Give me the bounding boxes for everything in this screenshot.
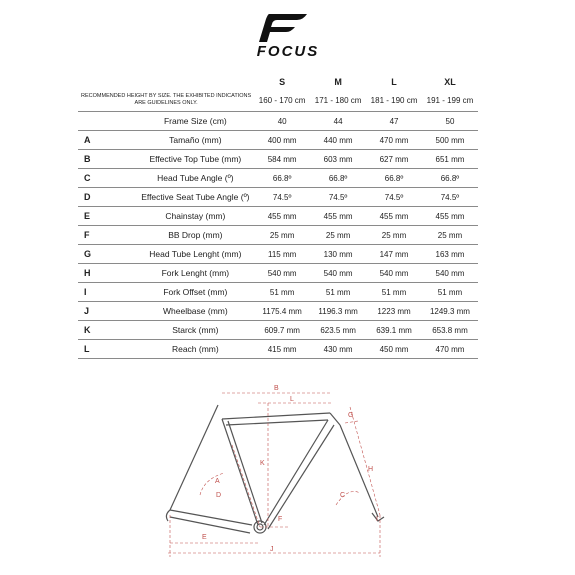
- row-key: J: [78, 302, 137, 321]
- row-value: 1196.3 mm: [310, 302, 366, 321]
- table-row: [78, 245, 478, 264]
- size-header-row: [78, 75, 478, 89]
- row-value: 1175.4 mm: [254, 302, 310, 321]
- dim-label-e: E: [202, 534, 207, 541]
- row-value: 115 mm: [254, 245, 310, 264]
- chain-stay: [170, 510, 252, 525]
- focus-f-logo-icon: [233, 10, 343, 58]
- size-header-s: S: [279, 77, 286, 87]
- row-key: D: [78, 188, 137, 207]
- row-value: 400 mm: [254, 131, 310, 150]
- row-value: 470 mm: [422, 340, 478, 359]
- dim-label-j: J: [270, 546, 274, 553]
- row-key: L: [78, 340, 137, 359]
- table-row: [78, 150, 478, 169]
- row-value: 603 mm: [310, 150, 366, 169]
- row-value: 66.8º: [310, 169, 366, 188]
- row-key: H: [78, 264, 137, 283]
- chain-stay-lower: [170, 517, 250, 533]
- dim-label-b: B: [274, 385, 279, 392]
- header-blank: [78, 75, 137, 89]
- dim-label-c: C: [340, 492, 346, 499]
- dim-label-g: G: [348, 412, 354, 419]
- row-value: 440 mm: [310, 131, 366, 150]
- row-value: 74.5º: [366, 188, 422, 207]
- table-row: [78, 321, 478, 340]
- row-value: 540 mm: [422, 264, 478, 283]
- dim-label-i: I: [376, 516, 378, 523]
- row-label: Effective Top Tube (mm): [137, 150, 255, 169]
- dim-label-f: F: [278, 516, 283, 523]
- row-value: 66.8º: [422, 169, 478, 188]
- size-header-xl: XL: [444, 77, 456, 87]
- row-value: 455 mm: [310, 207, 366, 226]
- row-value: 74.5º: [310, 188, 366, 207]
- row-value: 51 mm: [310, 283, 366, 302]
- row-value: 430 mm: [310, 340, 366, 359]
- geometry-table: [78, 75, 478, 359]
- row-value: 500 mm: [422, 131, 478, 150]
- row-value: 540 mm: [366, 264, 422, 283]
- size-header-m: M: [334, 77, 342, 87]
- table-row: [78, 302, 478, 321]
- down-tube-inner: [268, 425, 334, 529]
- row-key: A: [78, 131, 137, 150]
- table-row: [78, 340, 478, 359]
- row-value: 455 mm: [254, 207, 310, 226]
- row-value: 74.5º: [254, 188, 310, 207]
- row-value: 130 mm: [310, 245, 366, 264]
- row-key: C: [78, 169, 137, 188]
- row-key: I: [78, 283, 137, 302]
- row-label: Reach (mm): [137, 340, 255, 359]
- row-value: 1223 mm: [366, 302, 422, 321]
- header-blank: [137, 75, 255, 89]
- dim-label-a: A: [215, 478, 220, 485]
- row-value: 623.5 mm: [310, 321, 366, 340]
- dim-label-h: H: [368, 466, 374, 473]
- size-header-l: L: [391, 77, 397, 87]
- row-key: [78, 112, 137, 131]
- row-label: Fork Lenght (mm): [137, 264, 255, 283]
- row-value: 651 mm: [422, 150, 478, 169]
- top-tube: [222, 413, 330, 419]
- seat-tube: [222, 419, 258, 525]
- row-key: G: [78, 245, 137, 264]
- row-value: 50: [422, 112, 478, 131]
- row-value: 25 mm: [310, 226, 366, 245]
- row-value: 66.8º: [254, 169, 310, 188]
- row-value: 74.5º: [422, 188, 478, 207]
- row-value: 163 mm: [422, 245, 478, 264]
- row-value: 66.8º: [366, 169, 422, 188]
- row-key: K: [78, 321, 137, 340]
- row-label: Head Tube Angle (º): [137, 169, 255, 188]
- down-tube: [264, 420, 328, 525]
- row-label: Frame Size (cm): [137, 112, 255, 131]
- top-tube-inner: [226, 420, 328, 425]
- row-value: 1249.3 mm: [422, 302, 478, 321]
- table-row: [78, 169, 478, 188]
- row-value: 639.1 mm: [366, 321, 422, 340]
- table-row: [78, 283, 478, 302]
- row-value: 653.8 mm: [422, 321, 478, 340]
- row-value: 540 mm: [310, 264, 366, 283]
- row-value: 44: [310, 112, 366, 131]
- row-value: 51 mm: [366, 283, 422, 302]
- table-row: [78, 207, 478, 226]
- dim-label-k: K: [260, 460, 265, 467]
- row-label: Tamaño (mm): [137, 131, 255, 150]
- row-key: B: [78, 150, 137, 169]
- row-value: 40: [254, 112, 310, 131]
- dim-label-d: D: [216, 492, 222, 499]
- row-value: 415 mm: [254, 340, 310, 359]
- seat-tube-inner: [228, 421, 262, 523]
- row-value: 51 mm: [422, 283, 478, 302]
- table-row: [78, 131, 478, 150]
- row-value: 455 mm: [422, 207, 478, 226]
- seat-stay: [170, 405, 218, 510]
- head-tube: [330, 413, 340, 425]
- row-value: 25 mm: [366, 226, 422, 245]
- row-value: 147 mm: [366, 245, 422, 264]
- height-range-cell: 160 - 170 cm: [254, 89, 310, 112]
- row-value: 51 mm: [254, 283, 310, 302]
- row-value: 25 mm: [422, 226, 478, 245]
- brand-wordmark: FOCUS: [256, 43, 319, 58]
- row-label: BB Drop (mm): [137, 226, 255, 245]
- row-value: 584 mm: [254, 150, 310, 169]
- row-value: 540 mm: [254, 264, 310, 283]
- row-value: 450 mm: [366, 340, 422, 359]
- row-label: Starck (mm): [137, 321, 255, 340]
- table-row: [78, 112, 478, 131]
- row-value: 627 mm: [366, 150, 422, 169]
- row-label: Effective Seat Tube Angle (º): [137, 188, 255, 207]
- frame-geometry-diagram: [140, 375, 400, 565]
- table-row: [78, 226, 478, 245]
- table-row: [78, 188, 478, 207]
- row-value: 25 mm: [254, 226, 310, 245]
- dim-label-l: L: [290, 396, 294, 403]
- recommended-height-row: [78, 89, 478, 112]
- height-range-cell: 191 - 199 cm: [422, 89, 478, 112]
- row-value: 455 mm: [366, 207, 422, 226]
- row-label: Fork Offset (mm): [137, 283, 255, 302]
- row-label: Wheelbase (mm): [137, 302, 255, 321]
- row-key: E: [78, 207, 137, 226]
- brand-logo: [0, 10, 575, 62]
- height-range-cell: 171 - 180 cm: [310, 89, 366, 112]
- height-range-cell: 181 - 190 cm: [366, 89, 422, 112]
- recommended-height-note: RECOMMENDED HEIGHT BY SIZE. THE EXHIBITED INDICATIONS ARE GUIDELINES ONLY.: [78, 89, 254, 112]
- row-key: F: [78, 226, 137, 245]
- row-value: 609.7 mm: [254, 321, 310, 340]
- table-row: [78, 264, 478, 283]
- row-value: 47: [366, 112, 422, 131]
- row-label: Chainstay (mm): [137, 207, 255, 226]
- row-label: Head Tube Lenght (mm): [137, 245, 255, 264]
- row-value: 470 mm: [366, 131, 422, 150]
